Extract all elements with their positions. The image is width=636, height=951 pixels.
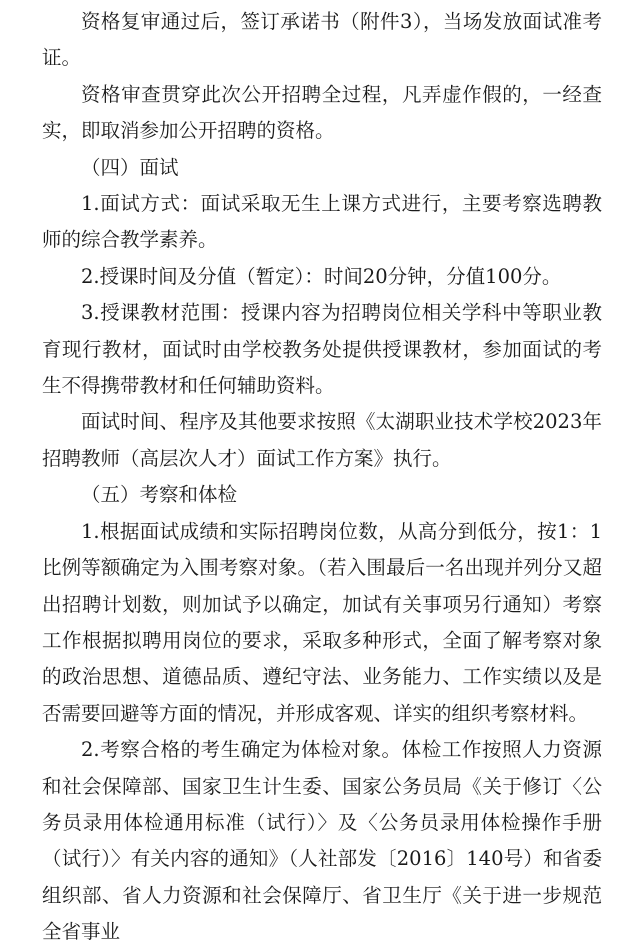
section-heading-interview: （四）面试 — [81, 155, 179, 179]
paragraph-interview-materials: 3.授课教材范围：授课内容为招聘岗位相关学科中等职业教育现行教材，面试时由学校教务处提供授课教材，参加面试的考生不得携带教材和任何辅助资料。 — [42, 301, 602, 398]
paragraph-qualification-check: 资格审查贯穿此次公开招聘全过程，凡弄虚作假的，一经查实，即取消参加公开招聘的资格。 — [42, 82, 602, 143]
section-heading-inspection-physical: （五）考察和体检 — [81, 483, 238, 507]
paragraph-qualification-review: 资格复审通过后，签订承诺书（附件3），当场发放面试准考证。 — [42, 10, 602, 70]
paragraph-interview-plan: 面试时间、程序及其他要求按照《太湖职业技术学校2023年招聘教师（高层次人才）面试工作方案》执行。 — [42, 410, 602, 470]
paragraph-inspection: 1.根据面试成绩和实际招聘岗位数，从高分到低分，按1：1比例等额确定为入围考察对象。（若入围最后一名出现并列分又超出招聘计划数，则加试予以确定，加试有关事项另行通知）考察工作根据拟聘用岗位的要求，采取多种形式，全面了解考察对象的政治思想、道德品质、遵纪守法、业务能力、工作实绩以及是否需要回避等方面的情况，并形成客观、详实的组织考察材料。 — [42, 519, 602, 725]
paragraph-interview-time-score: 2.授课时间及分值（暂定）：时间20分钟，分值100分。 — [81, 264, 562, 288]
paragraph-physical-exam: 2.考察合格的考生确定为体检对象。体检工作按照人力资源和社会保障部、国家卫生计生委、国家公务员局《关于修订〈公务员录用体检通用标准（试行）〉及〈公务员录用体检操作手册（试行）〉有关内容的通知》（人社部发〔2016〕140号）和省委组织部、省人力资源和社会保障厅、省卫生厅《关于进一步规范全省事业 — [42, 738, 602, 944]
paragraph-interview-method: 1.面试方式：面试采取无生上课方式进行，主要考察选聘教师的综合教学素养。 — [42, 192, 602, 252]
